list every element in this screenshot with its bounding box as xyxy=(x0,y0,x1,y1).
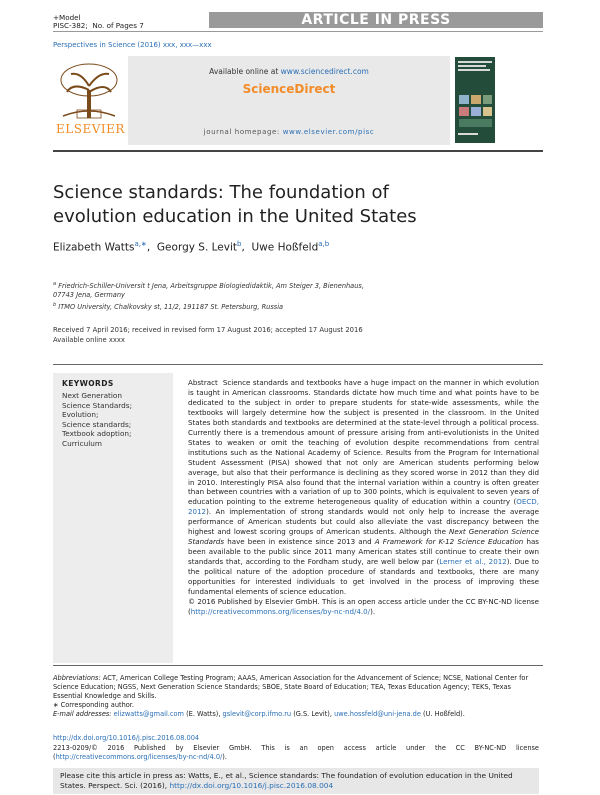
abbreviations-note xyxy=(53,674,539,701)
received-dates: Received 7 April 2016; received in revised form 17 August 2016; accepted 17 August 2016 xyxy=(53,326,363,334)
journal-homepage-link[interactable]: www.elsevier.com/pisc xyxy=(282,128,375,136)
running-header xyxy=(53,14,144,30)
footnotes xyxy=(53,674,539,719)
sciencedirect-brand: ScienceDirect xyxy=(242,82,336,96)
abstract-text: ). An implementation of strong standards would not only help to increase the average performance of American students but could also alleviate the vast discrepancy between the highest and lowest scoring groups of American students. Although the xyxy=(188,507,539,537)
page-count: No. of Pages 7 xyxy=(92,21,144,30)
header-divider xyxy=(53,31,543,32)
masthead-divider xyxy=(53,150,543,152)
keyword-item: Science standards; xyxy=(62,419,132,429)
affiliation-marker: a xyxy=(53,281,57,287)
author-affiliation-link[interactable]: a,∗ xyxy=(134,240,147,248)
article-in-press-banner: ARTICLE IN PRESS xyxy=(209,12,543,28)
model-label: +Model xyxy=(53,13,81,22)
keyword-item: Next Generation xyxy=(62,391,123,400)
abstract-text: Science standards and textbooks have a huge impact on the manner in which evolution is taught in American classrooms. Standards dictate how much time and what points have to be dedicated to the subject in order to prepare students for state-wide assessments, while the textbooks will largely determine how the subject is presented in the classroom. In the United States both standards and textbooks are determined at the state-level through a political process. Currently there is a tremendous amount of pressure arising from anti-evolutionists in the United States to weaken or omit the teaching of evolution despite recommendations from central institutions such as the National Academy of Science. Results from the Program for International Student Assessment (PISA) showed that not only are American students performing below average, but also that their performance is declining as they scored worse in 2012 than they did in 2010. Interestingly PISA also found that the internal variation within a country is often greater than between countries with a variation of up to 300 points, which is equivalent to seven years of education pointing to the extreme heterogeneous quality of education within a country ( xyxy=(188,378,539,507)
author-separator: , xyxy=(241,241,245,254)
email-link[interactable]: uwe.hossfeld@uni-jena.de xyxy=(334,710,421,719)
email-owner: (U. Hoßfeld). xyxy=(423,710,465,719)
author-separator: , xyxy=(146,241,151,254)
author-name: Georgy S. Levit xyxy=(156,241,238,254)
affiliation-item xyxy=(53,280,493,291)
keyword-item: Textbook adoption; xyxy=(62,429,132,439)
email-link[interactable]: gslevit@corp.ifmo.ru xyxy=(222,710,292,719)
abstract-text: ). Due to the political nature of the adoption procedure of standards and textbooks, there are many opportunities for interested individuals to get involved in the process of improving these fundamental elements of science education. xyxy=(188,557,539,597)
license-text: © 2016 Published by Elsevier GmbH. This is an open access article under the CC BY-NC-ND license ( xyxy=(188,596,539,616)
email-link[interactable]: elizwatts@gmail.com xyxy=(113,710,184,719)
copyright-text: 2213-0209/© 2016 Published by Elsevier GmbH. This is an open access article under the CC BY-NC-ND license ( xyxy=(53,744,539,762)
abstract-body xyxy=(188,378,539,617)
title-line-2: evolution education in the United States xyxy=(53,206,417,227)
keywords-title: KEYWORDS xyxy=(62,379,114,388)
abstract-text: has been available to the public since 2011 many American states still continue to create their own standards that, according to the Fordham study, are well below par ( xyxy=(188,537,539,567)
article-title xyxy=(53,181,493,229)
doi-link[interactable]: http://dx.doi.org/10.1016/j.pisc.2016.08.004 xyxy=(53,734,200,742)
corresponding-author-note: ∗ Corresponding author. xyxy=(53,701,135,710)
available-online-label: Available online at xyxy=(209,67,279,76)
available-online-date: Available online xxxx xyxy=(53,336,125,344)
affiliation-text: 07743 Jena, Germany xyxy=(53,291,125,300)
author-name: Uwe Hoßfeld xyxy=(251,241,319,254)
keywords-list xyxy=(62,391,132,449)
citation-doi-link[interactable]: http://dx.doi.org/10.1016/j.pisc.2016.08.004 xyxy=(169,781,334,790)
affiliations xyxy=(53,280,493,312)
sciencedirect-url-link[interactable]: www.sciencedirect.com xyxy=(280,67,369,76)
email-owner: (G.S. Levit), xyxy=(293,710,332,719)
article-history xyxy=(53,325,363,345)
author-name: Elizabeth Watts xyxy=(53,241,135,254)
affiliation-text: Friedrich-Schiller-Universit t Jena, Arbeitsgruppe Biologiedidaktik, Am Steiger 3, Bienenhaus, xyxy=(58,282,364,291)
reference-link-oecd[interactable]: OECD, 2012 xyxy=(188,497,539,517)
email-note xyxy=(53,710,539,719)
publisher-wordmark: ELSEVIER xyxy=(56,122,125,136)
abstract-italic-term: A Framework for K-12 Science Education xyxy=(374,537,524,547)
citation-text xyxy=(60,771,535,791)
author-affiliation-link[interactable]: a,b xyxy=(318,240,330,248)
copyright-license-link[interactable]: http://creativecommons.org/licenses/by-nc-nd/4.0/ xyxy=(55,753,223,762)
license-close: ). xyxy=(370,606,376,616)
author-affiliation-link[interactable]: b xyxy=(237,240,242,248)
copyright-close: ). xyxy=(222,753,227,762)
affiliation-text: ITMO University, Chalkovsky st, 11/2, 191187 St. Petersburg, Russia xyxy=(58,302,284,311)
email-label: E-mail addresses: xyxy=(53,710,112,719)
citation-body: Please cite this article in press as: Watts, E., et al., Science standards: The foundation of evolution education in the United States. Perspect. Sci. (2016), xyxy=(60,771,513,790)
abstract-italic-term: Next Generation Science Standards xyxy=(188,527,539,547)
abstract-label: Abstract xyxy=(188,378,218,387)
homepage-label: journal homepage: xyxy=(203,128,280,136)
abstract-text: have been in existence since 2013 and xyxy=(224,537,375,547)
abstract-top-divider xyxy=(53,364,543,365)
abbreviations-label: Abbreviations: xyxy=(53,674,101,682)
email-owner: (E. Watts), xyxy=(186,710,221,719)
journal-citation-link[interactable]: Perspectives in Science (2016) xxx, xxx—xxx xyxy=(53,41,212,49)
affiliation-marker: b xyxy=(53,301,57,308)
article-ref: PISC-382; xyxy=(53,21,88,30)
affiliation-item xyxy=(53,291,493,300)
abbreviations-text: ACT, American College Testing Program; AAAS, American Association for the Advancement of Science; NCSE, National Center for Science Education; NGSS, Next Generation Science Standards; SBOE, State Board of Education; TEA, Texas Education Agency; TEKS, Texas Essential Knowledge and Skills. xyxy=(53,674,529,701)
journal-cover-image xyxy=(455,57,495,143)
license-link[interactable]: http://creativecommons.org/licenses/by-nc-nd/4.0/ xyxy=(190,606,371,616)
author-list xyxy=(53,240,329,254)
keyword-item: Curriculum xyxy=(62,438,103,448)
available-online-line xyxy=(128,67,450,76)
reference-link-lerner[interactable]: Lerner et al., 2012 xyxy=(439,557,507,567)
copyright-note xyxy=(53,744,539,762)
abstract-bottom-divider xyxy=(53,665,543,666)
keyword-item: Science Standards; xyxy=(62,400,133,410)
journal-homepage-line xyxy=(128,128,450,136)
keyword-item: Evolution; xyxy=(62,410,99,420)
affiliation-item xyxy=(53,301,493,312)
title-line-1: Science standards: The foundation of xyxy=(53,182,389,203)
elsevier-tree-logo-icon xyxy=(53,60,125,122)
